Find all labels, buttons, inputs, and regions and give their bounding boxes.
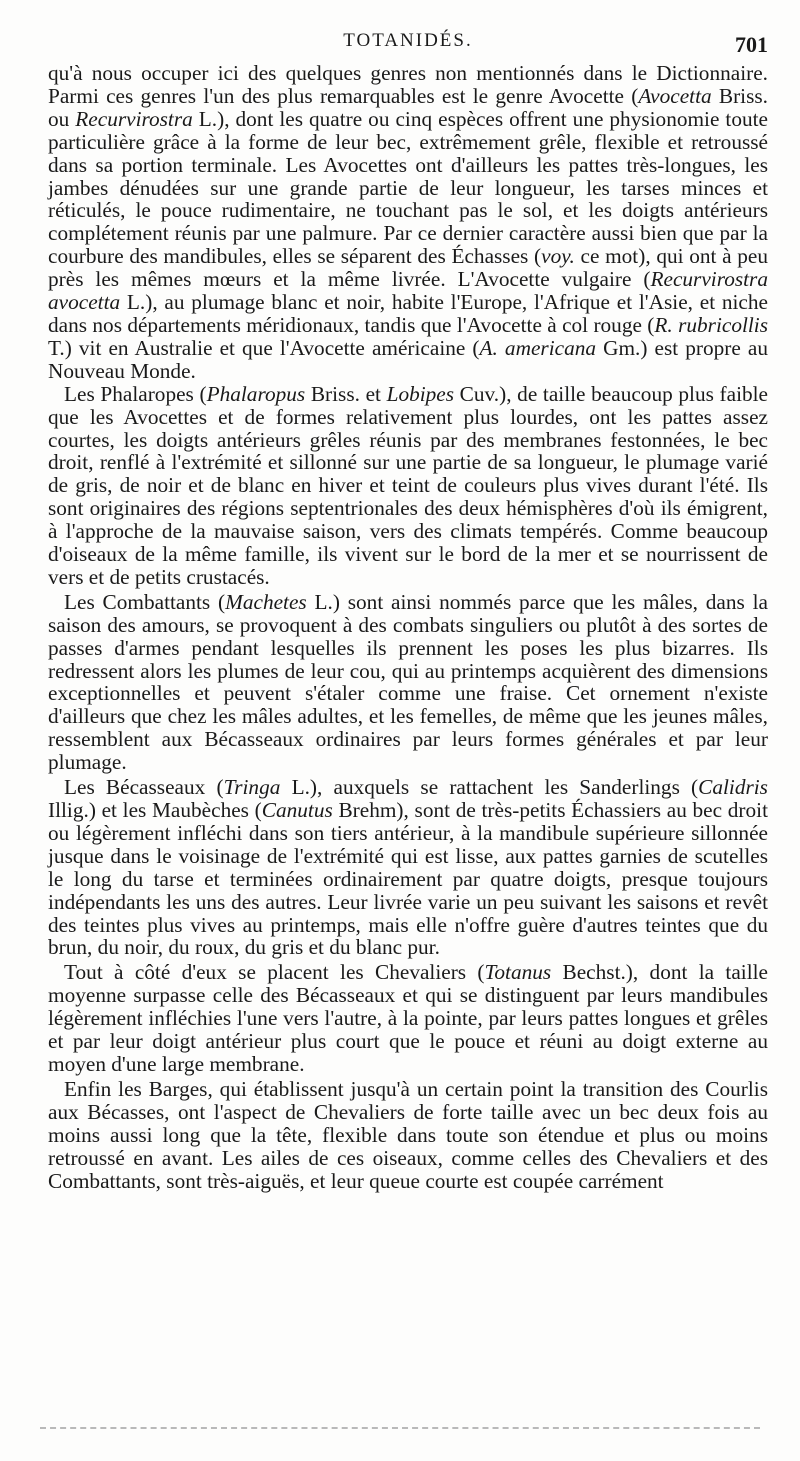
italic-run: Recurvirostra [75, 106, 193, 131]
text-run: Briss. et [305, 381, 387, 406]
text-run: L.), auxquels se rattachent les Sanderlings ( [280, 775, 699, 800]
text-run: Les Bécasseaux ( [64, 775, 224, 800]
italic-run: Totanus [484, 960, 552, 985]
text-run: Gm.) est propre au Nouveau Monde. [48, 335, 769, 383]
paragraph [48, 776, 768, 959]
page-number: 701 [735, 32, 768, 57]
italic-run: Canutus [261, 798, 333, 822]
text-run: Les Phalaropes ( [64, 381, 207, 406]
text-run: L.), dont les quatre ou cinq espèces offrent une physionomie toute particulière grâce à la forme de leur bec, extrêmement grêle, flexible et retroussé dans sa portion terminale. Les Avocettes ont d'ailleurs les pattes très-longues, les jambes dénudées sur une grande partie de leur longueur, les tarses minces et réticulés, le pouce rudimentaire, ne touchant pas le sol, et les doigts antérieurs complétement réunis par une palmure. Par ce dernier caractère aussi bien que par la courbure des mandibules, elles se séparent des Échasses ( [48, 106, 768, 269]
italic-run: A. americana [479, 335, 597, 360]
italic-run: R. rubricollis [654, 312, 769, 337]
paragraph [48, 62, 768, 383]
text-run: Enfin les Barges, qui établissent jusqu'à un certain point la transition des Courlis aux Bécasses, ont l'aspect de Chevaliers de forte taille avec un bec deux fois au moins aussi long que la tête, flexible dans toute son étendue et plus ou moins retroussé en avant. Les ailes de ces oiseaux, comme celles des Chevaliers et des Combattants, sont très-aiguës, et leur queue courte est coupée carrément [48, 1076, 768, 1193]
text-run: Illig.) et les Maubèches ( [48, 798, 262, 822]
paragraph [48, 383, 768, 589]
running-head [48, 30, 768, 60]
italic-run: Recurvirostra avocetta [48, 267, 768, 315]
text-run: ce mot), qui ont à peu près les mêmes mœurs et la même livrée. L'Avocette vulgaire ( [48, 244, 768, 292]
text-run: T.) vit en Australie et que l'Avocette américaine ( [48, 335, 480, 360]
paragraph [48, 591, 768, 774]
paragraph [48, 1078, 768, 1193]
text-run: L.), au plumage blanc et noir, habite l'Europe, l'Afrique et l'Asie, et niche dans nos départements méridionaux, tandis que l'Avocette à col rouge ( [48, 290, 768, 337]
running-title: TOTANIDÉS. [343, 30, 473, 51]
text-run: Les Combattants ( [64, 589, 226, 614]
italic-run: Calidris [698, 775, 768, 800]
text-run: Cuv.), de taille beaucoup plus faible que les Avocettes et de formes relativement plus lourdes, ont les pattes assez courtes, les doigts antérieurs grêles réunis par des membranes festonnées, le bec droit, renflé à l'extrémité et sillonné sur une partie de sa longueur, le plumage varié de gris, de noir et de blanc en hiver et teint de couleurs plus vives durant l'été. Ils sont originaires des régions septentrionales des deux hémisphères d'où ils émigrent, à l'approche de la mauvaise saison, vers des climats tempérés. Comme beaucoup d'oiseaux de la même famille, ils vivent sur le bord de la mer et se nourrissent de vers et de petits crustacés. [48, 381, 768, 589]
text-run: L.) sont ainsi nommés parce que les mâles, dans la saison des amours, se provoquent à des combats singuliers ou plutôt à des sortes de passes d'armes pendant lesquelles ils prennent les poses les plus bizarres. Ils redressent alors les plumes de leur cou, qui au printemps acquièrent des dimensions exceptionnelles et peuvent s'étaler comme une fraise. Cet ornement n'existe d'ailleurs que chez les mâles adultes, et les femelles, de même que les jeunes mâles, ressemblent aux Bécasseaux ordinaires par leurs formes générales et par leur plumage. [48, 589, 768, 775]
italic-run: voy. [541, 244, 575, 269]
text-run: Bechst.), dont la taille moyenne surpasse celle des Bécasseaux et qui se distinguent par leurs mandibules légèrement infléchies l'une vers l'autre, à la pointe, par leurs pattes longues et grêles et par leur doigt antérieur plus court que le pouce et réuni au doigt externe au moyen d'une large membrane. [48, 960, 768, 1076]
text-run: Brehm), sont de très-petits Échassiers au bec droit ou légèrement infléchi dans son tiers antérieur, à la mandibule supérieure sillonnée jusque dans le voisinage de l'extrémité qui est lisse, aux pattes garnies de scutelles le long du tarse et terminées ordinairement par quatre doigts, presque toujours indépendants les uns des autres. Leur livrée varie un peu suivant les saisons et revêt des teintes plus vives au printemps, mais elle n'offre guère d'autres teintes que du brun, du noir, du roux, du gris et du blanc pur. [48, 798, 768, 960]
italic-run: Lobipes [386, 381, 455, 406]
text-run: Tout à côté d'eux se placent les Chevaliers ( [64, 960, 485, 985]
italic-run: Tringa [223, 775, 281, 800]
italic-run: Avocetta [638, 83, 712, 108]
footer-rule [40, 1427, 760, 1429]
text-run: Briss. ou [48, 83, 768, 131]
body-text [48, 62, 768, 1192]
italic-run: Phalaropus [206, 381, 306, 406]
paragraph [48, 961, 768, 1076]
italic-run: Machetes [225, 589, 307, 614]
text-run: qu'à nous occuper ici des quelques genres non mentionnés dans le Dictionnaire. Parmi ces genres l'un des plus remarquables est le genre Avocette ( [48, 61, 768, 108]
